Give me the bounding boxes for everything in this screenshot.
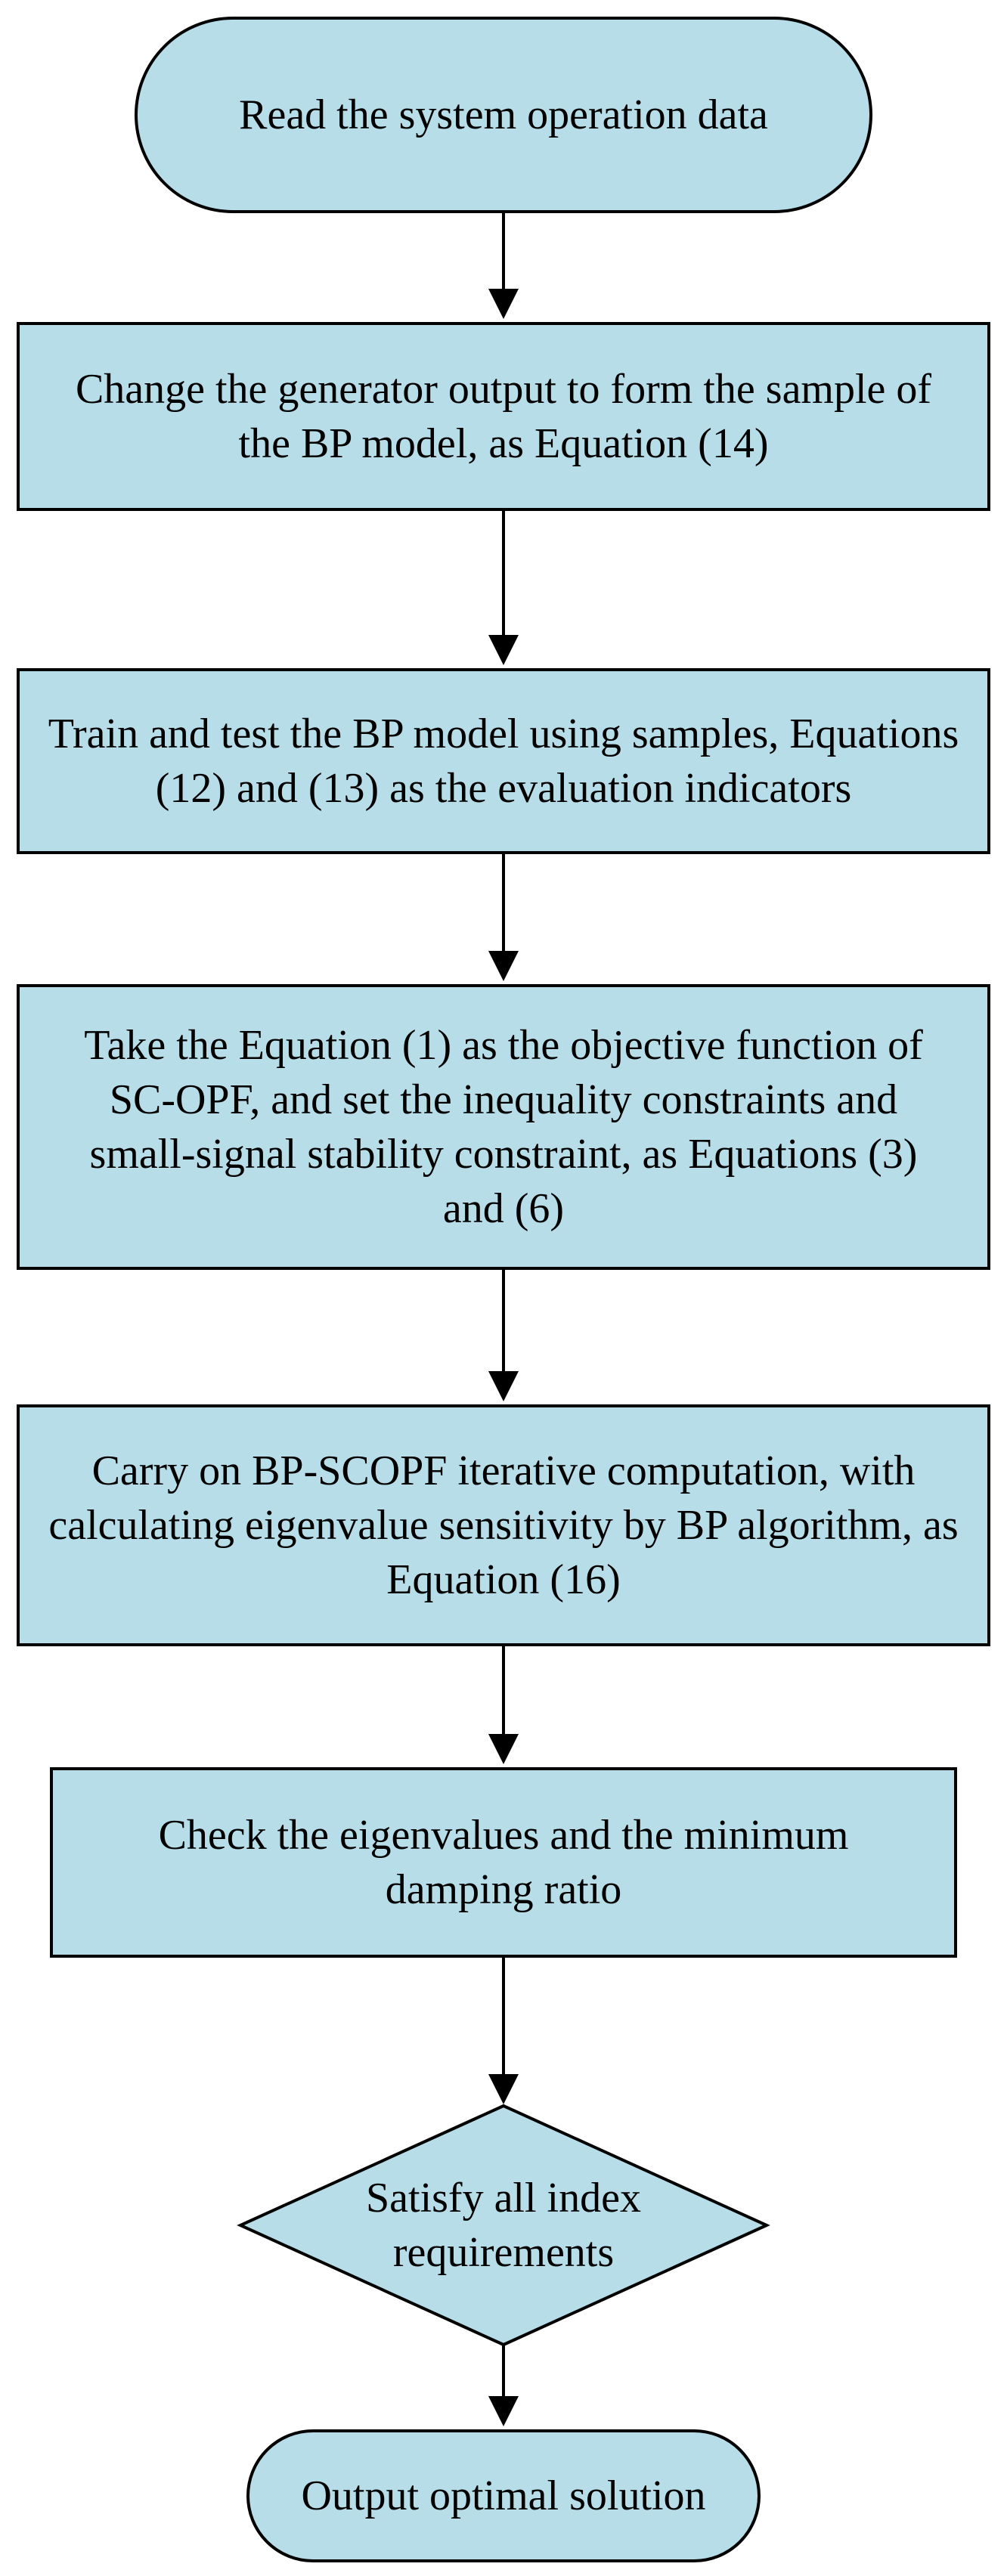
process-step-4 (17, 1404, 990, 1646)
end-terminal-label: Output optimal solution (301, 2472, 706, 2519)
start-terminal (135, 17, 872, 213)
end-terminal (246, 2429, 761, 2562)
process-step-1 (17, 322, 990, 511)
start-terminal-label: Read the system operation data (239, 91, 768, 138)
process-step-2 (17, 668, 990, 854)
decision-node (299, 2145, 708, 2305)
process-step-3 (17, 984, 990, 1270)
process-step-5-label: Check the eigenvalues and the minimum damping ratio (158, 1812, 849, 1913)
process-step-5 (50, 1767, 957, 1958)
process-step-3-label: Take the Equation (1) as the objective function of SC-OPF, and set the inequality constraints and small-signal stability constraint, as Equations (3) and (6) (84, 1022, 923, 1232)
process-step-4-label: Carry on BP-SCOPF iterative computation, with calculating eigenvalue sensitivity by BP algorithm, as Equation (16) (48, 1447, 959, 1603)
decision-label: Satisfy all index requirements (366, 2175, 641, 2276)
process-step-1-label: Change the generator output to form the sample of the BP model, as Equation (14) (75, 366, 932, 467)
process-step-2-label: Train and test the BP model using samples, Equations (12) and (13) as the evaluation indicators (48, 711, 959, 812)
